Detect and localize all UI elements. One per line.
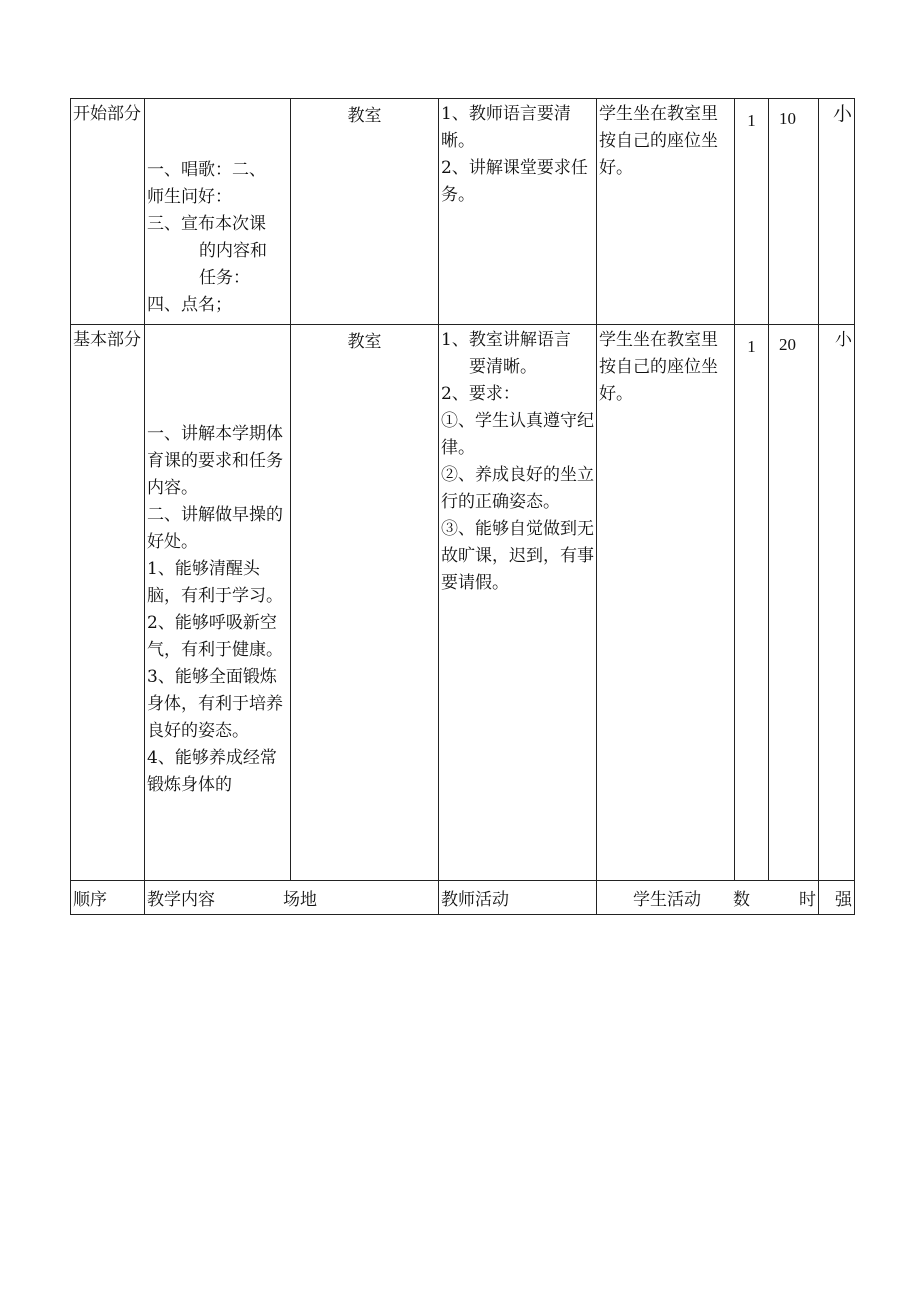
table-row — [71, 99, 855, 325]
header-student: 学生活动 — [633, 890, 701, 910]
teacher-activity-cell: 1、教师语言要清晰。 2、讲解课堂要求任务。 — [439, 99, 597, 325]
venue-cell: 教室 — [291, 99, 439, 325]
header-student-count — [597, 881, 769, 915]
teacher-activity-cell: 1、教室讲解语言 要清晰。 2、要求： ①、学生认真遵守纪律。 ②、养成良好的坐立行的正确姿态。 ③、能够自觉做到无故旷课，迟到，有事要请假。 — [439, 325, 597, 881]
section-cell: 基本部分 — [71, 325, 145, 881]
content-cell: 一、讲解本学期体育课的要求和任务内容。 二、讲解做早操的好处。 1、能够清醒头脑，有利于学习。 2、能够呼吸新空气，有利于健康。 3、能够全面锻炼身体，有利于培养良好的姿态。 4、能够养成经常锻炼身体的 — [145, 325, 291, 881]
intensity-cell: 小 — [819, 99, 855, 325]
time-cell: 10 — [769, 99, 819, 325]
student-activity-cell: 学生坐在教室里按自己的座位坐好。 — [597, 99, 735, 325]
header-intensity: 强 — [819, 881, 855, 915]
header-content: 教学内容 — [147, 890, 215, 910]
lesson-plan-table — [70, 98, 855, 915]
table-row — [71, 325, 855, 881]
intensity-cell: 小 — [819, 325, 855, 881]
header-time: 时 — [769, 881, 819, 915]
count-cell: 1 — [735, 99, 769, 325]
header-content-venue — [145, 881, 439, 915]
content-cell: 一、唱歌：二、 师生问好： 三、宣布本次课 的内容和 任务： 四、点名； — [145, 99, 291, 325]
venue-cell: 教室 — [291, 325, 439, 881]
header-count: 数 — [733, 890, 750, 910]
count-cell: 1 — [735, 325, 769, 881]
section-cell: 开始部分 — [71, 99, 145, 325]
time-cell: 20 — [769, 325, 819, 881]
table-header-row — [71, 881, 855, 915]
header-venue: 场地 — [283, 890, 317, 910]
header-order: 顺序 — [71, 881, 145, 915]
student-activity-cell: 学生坐在教室里按自己的座位坐好。 — [597, 325, 735, 881]
header-teacher: 教师活动 — [439, 881, 597, 915]
